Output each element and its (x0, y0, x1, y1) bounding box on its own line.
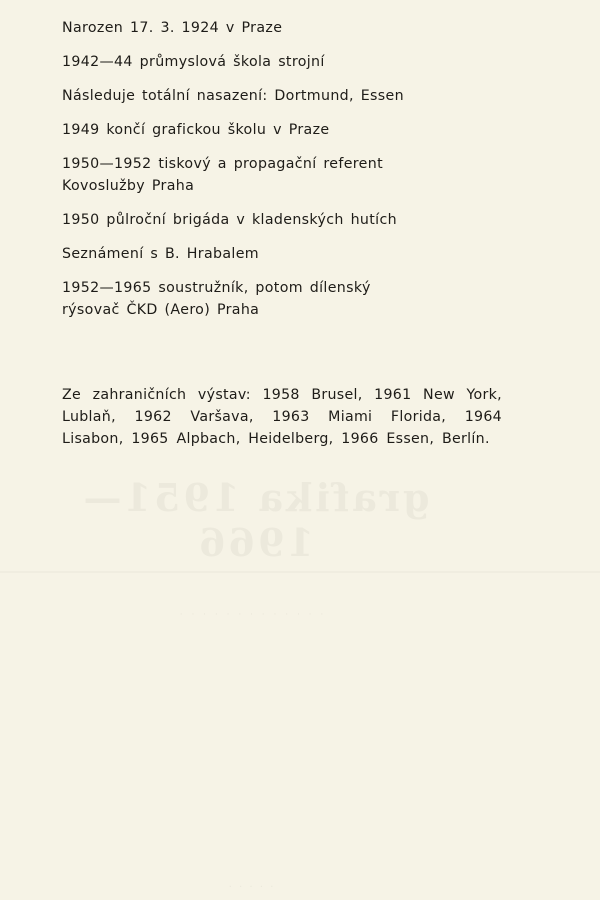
bio-entry-graphic-school: 1949 končí grafickou školu v Praze (62, 122, 330, 138)
bio-entry-birth: Narozen 17. 3. 1924 v Praze (62, 20, 283, 36)
bio-entry-turner: 1952—1965 soustružník, potom dílenský rýsovač ČKD (Aero) Praha (62, 280, 371, 318)
bio-entry-forced-labour: Následuje totální nasazení: Dortmund, Essen (62, 88, 404, 104)
biography-list (62, 17, 522, 333)
bio-entry-hrabal: Seznámení s B. Hrabalem (62, 246, 259, 262)
bio-entry-referent: 1950—1952 tiskový a propagační referent Kovoslužby Praha (62, 156, 383, 194)
bio-entry-school: 1942—44 průmyslová škola strojní (62, 54, 325, 70)
exhibitions-paragraph: Ze zahraničních výstav: 1958 Brusel, 1961 New York, Lublaň, 1962 Varšava, 1963 Miami Florida, 1964 Lisabon, 1965 Alpbach, Heidelberg, 1966 Essen, Berlín. (62, 387, 502, 448)
show-through-rule (0, 571, 600, 573)
show-through-subtitle: · · · · · · · · · · · · · (176, 610, 324, 620)
show-through-title: grafika 1951—1966 (80, 475, 430, 565)
show-through-bottom: · · · · · (226, 882, 274, 893)
bio-entry-brigade: 1950 půlroční brigáda v kladenských hutích (62, 212, 397, 228)
